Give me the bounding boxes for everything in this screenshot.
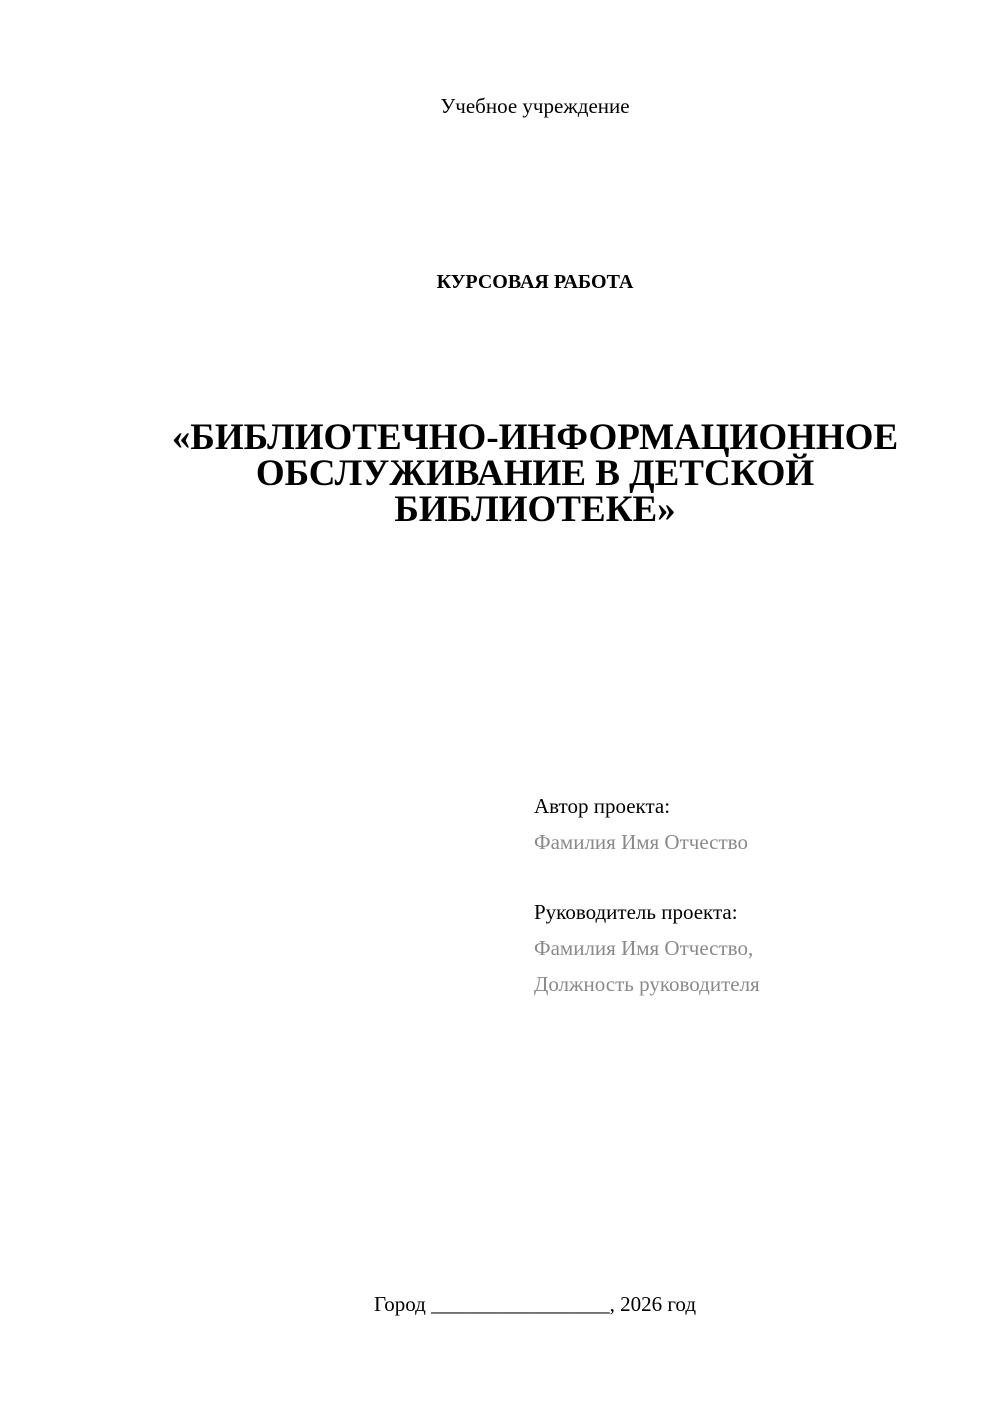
city-year-line: Город _________________, 2026 год (373, 1292, 697, 1316)
work-type-heading: КУРСОВАЯ РАБОТА (436, 271, 634, 293)
work-title-line-3: БИБЛИОТЕКЕ» (394, 489, 676, 530)
work-title (140, 417, 930, 530)
author-label: Автор проекта: (534, 794, 671, 818)
supervisor-name-placeholder: Фамилия Имя Отчество, (534, 936, 754, 960)
supervisor-label: Руководитель проекта: (534, 900, 738, 924)
supervisor-position-placeholder: Должность руководителя (534, 972, 760, 996)
work-title-line-2: ОБСЛУЖИВАНИЕ В ДЕТСКОЙ (255, 453, 815, 494)
work-title-line-1: «БИБЛИОТЕЧНО-ИНФОРМАЦИОННОЕ (171, 417, 899, 458)
credits-block (534, 788, 974, 1002)
credits-spacer (534, 860, 974, 894)
author-name-placeholder: Фамилия Имя Отчество (534, 830, 748, 854)
institution-name: Учебное учреждение (440, 94, 630, 118)
